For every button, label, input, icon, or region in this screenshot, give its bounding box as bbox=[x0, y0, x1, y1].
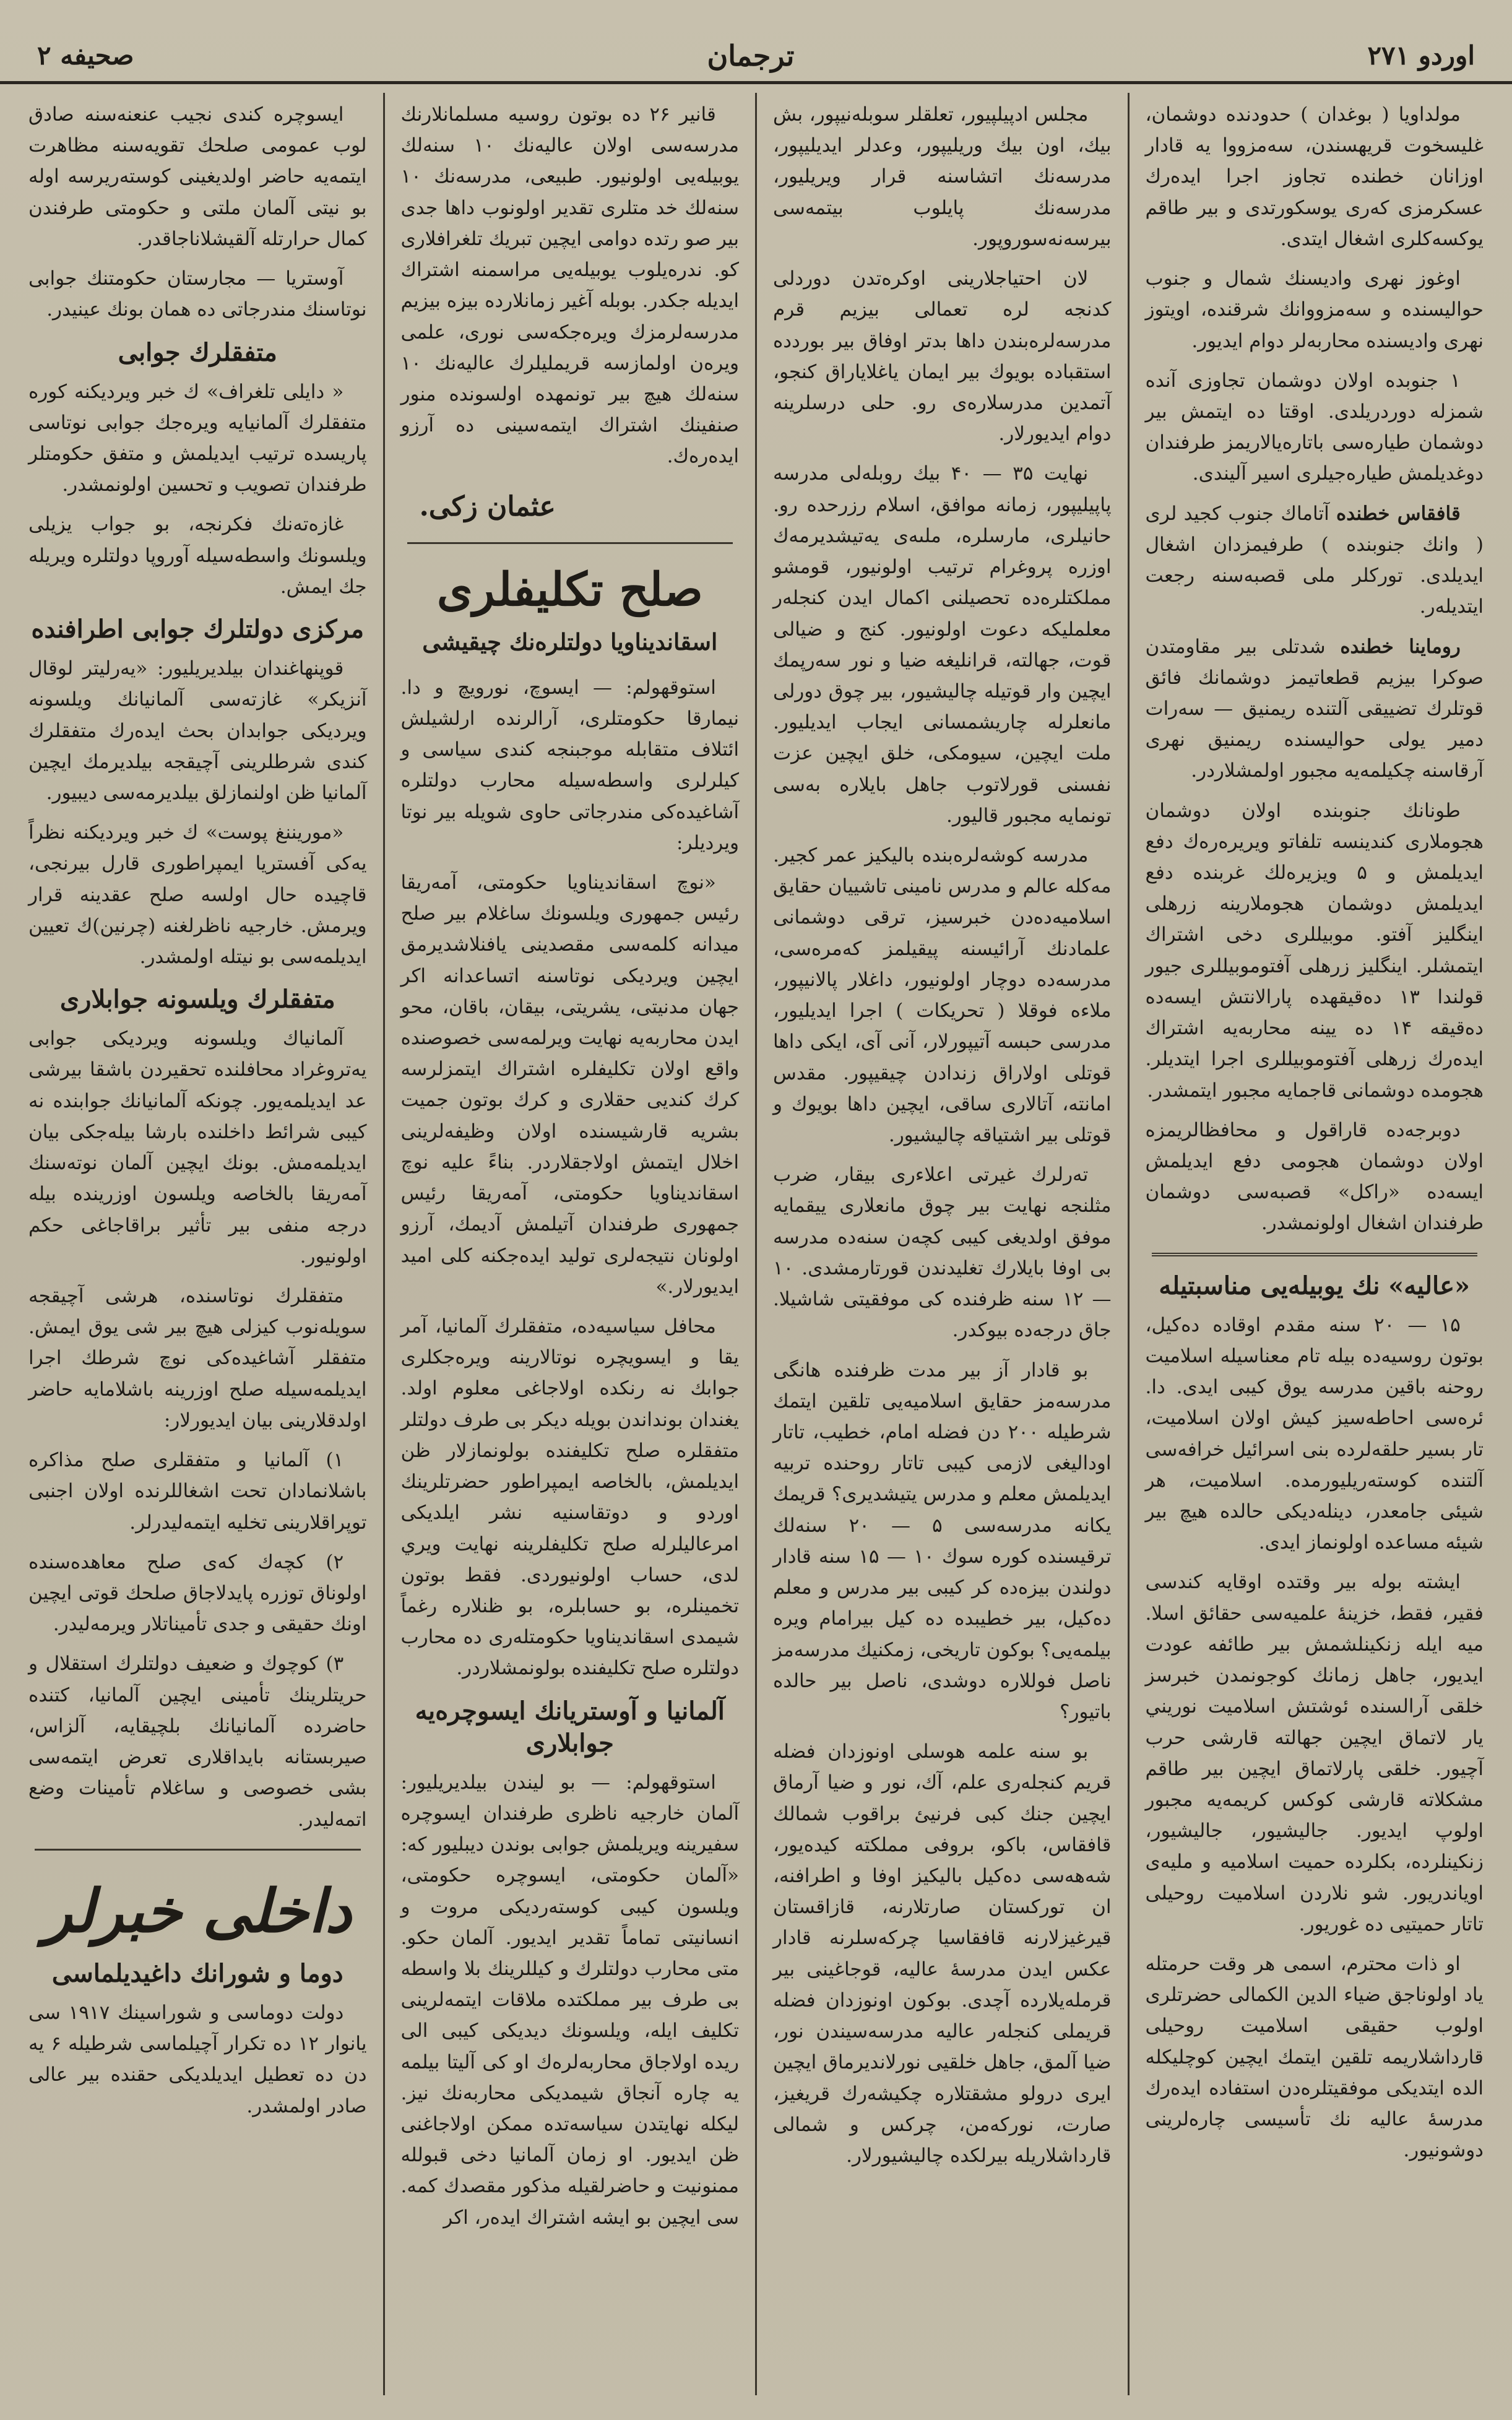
section-divider bbox=[1152, 1253, 1478, 1256]
section-heading: متفقلرك ويلسونه جوابلارى bbox=[59, 985, 335, 1014]
news-paragraph: ۳) كوچوك و ضعيف دولتلرك استقلال و حريتلرينك تأمينى ايچين آلمانيا، كتنده حاضرده آلمانيانك بلچيقايه، آلزاس، صيربستانه بايداقلارى تعرض ايتمەسى بشى خصوصى و ساغلام تأمينات وضع اتمەليدر. bbox=[28, 1653, 367, 1831]
news-paragraph: آلمانياك ويلسونه ويرديكى جوابى يەتروغراد محافلنده تحقيردن باشقا بيرشى عد ايديلمەيور. چونكه آلمانيانك جوابنده نه كيبى شرائط داخلنده بارشا بيلەجكى بيان ايديلمەمش. بونك ايچين آلمان نوتەسنك آمەريقا بالخاصه ويلسون اوزرينده بيله درجه منفى بير تأثير براقاجاغى حكم اولونيور. bbox=[28, 1027, 367, 1268]
section-heading: آلمانيا و آوستريانك ايسوچرەيه جوابلارى bbox=[415, 1696, 725, 1758]
news-paragraph: غازەتەنك فكرنجه، بو جواب يزيلى ويلسونك واسطەسيله آوروپا دولتلره ويريله جك ايمش. bbox=[28, 513, 367, 598]
news-paragraph: ۱) آلمانيا و متفقلرى صلح مذاكره باشلانمادان تحت اشغاللرنده اولان اجنبى توپراقلارينى تخليه ايتمەليدرلر. bbox=[28, 1449, 367, 1534]
war-report-paragraph: آتاماك جنوب كجيد لرى ( وانك جنوبنده ) طرفيمزدان اشغال ايديلدى. توركلر ملى قصبەسنه رجعت ايتديلەر. bbox=[1145, 502, 1484, 618]
issue-label: اوردو ۲۷۱ bbox=[1367, 40, 1475, 71]
article-paragraph: مجلس ادپيلپيور، تعلقلر سوبلەنيپور، بش بيك، اون بيك وريليپور، وعدلر ايديليپور، مدرسەنك اتشاسنه قرار ويريليور، مدرسەنك پايلوب بيتمەسى بيرسەنەسوروپور. bbox=[773, 103, 1112, 250]
article-paragraph: ايشته بوله بير وقتده اوقايه كندسى فقير، فقط، خزينۀ علميەسى حقائق اسلا. ميه ايله زنكينلشمش بير طائفه عودت ايديور، جاهل زمانك كوجونمدن خبرسز خلقى آرالسنده ئوشتش اسلاميت نوريني يار لاتماق ايچين جهالته قارشى حرب آچيور. خلقى پارلاتماق ايچين بير طاقم مشكلاته قارشى كوكس كريمەيه مجبور اولوپ ايديور. جاليشيور، جاليشيور، زنكينلرده، بكلرده حميت اسلاميه و مليەى اوياندريور. شو نلاردن اسلاميت روحيلى تاتار حميتيى ده غوريور. bbox=[1145, 1571, 1484, 1935]
article-heading: «عالیه» نك يوبيلەيى مناسبتيله bbox=[1159, 1271, 1471, 1300]
column-1 bbox=[1128, 93, 1500, 2395]
article-paragraph: او ذات محترم، اسمى هر وقت حرمتله ياد اولوناجق ضياء الدين الكمالى حضرتلرى اولوب حقيقى اسلاميت روحيلى قارداشلاريمه تلقين ايتمك ايچين كوچليكله الده ايتديكى موفقيتلرەدن استفاده ايدەرك مدرسۀ عاليه نك تأسيسى چارەلرينى دوشونيور. bbox=[1145, 1953, 1484, 2162]
section-heading: مركزى دولتلرك جوابى اطرافنده bbox=[31, 615, 365, 644]
article-paragraph: بو سنه علمه هوسلى اونوزدان فضله قريم كنجلەرى علم، آك، نور و ضيا آرماق ايچين جنك كبى فرنيئ براقوب شمالك قافقاس، باكو، بروفى مملكته كيدەيور، شەهەسى دەكيل باليكيز اوفا و اطرافنه، ان توركستان صارتلارنه، قازاقستان قيرغيزلارنه قافقاسيا چركەسلرنه قادار عكس ايدن مدرسۀ عاليه، قوجاغينى بير قرملەيلاردە آچدى. بوكون اونوزدان فضله قريملى كنجلەر عاليه مدرسەسيندن نور، ضيا آلمق، جاهل خلقيى نورلانديرماق ايچين ايرى درولو مشقتلاره چكيشەرك قريغيز، صارت، نوركەمن، چركس و شمالى قارداشلاريله بيرلكده چاليشيورلار. bbox=[773, 1740, 1112, 2167]
war-report-paragraph: ۱ جنوبده اولان دوشمان تجاوزى آنده شمزله دوردريلدى. اوقتا ده ايتمش بير دوشمان طيارەسى باتارەيالاريمز طرفندان دوغديلمش طيارەجيلرى اسير آليندى. bbox=[1145, 369, 1484, 485]
news-paragraph: «نوچ اسقانديناويا حكومتى، آمەريقا رئيس جمهورى ويلسونك ساغلام بير صلح ميدانه كلمەسى مقصدينى يافنلاشديرمق ايچين ويرديكى نوتاسنه اتساعدانه اكر جهان مدنيتى، يشريتى، بيقان، باقان، محو ايدن محاربەيه نهايت ويرلمەسى خصوصنده واقع اولان تكليفلره اشتراك ايتمزلرسه كرك كنديى حقلارى و كرك بوتون جميت بشريه قارشيسنده اولان وظيفەلرينى اخلال ايتمش اولاجقلاردر. بناءً عليه نوچ اسقانديناويا حكومتى، آمەريقا رئيس جمهورى طرفندان آتيلمش آديمك، آرزو اولونان نتيجەلرى توليد ايدەجكنه كلى اميد ايديورلار.» bbox=[400, 871, 739, 1298]
article-paragraph: مدرسه كوشەلرەبنده باليكيز عمر كجير. مەكله عالم و مدرس نامينى تاشييان حقايق اسلاميەدەدن خبرسيز، ترقى دوشمانى علمادنك آرائيسنه پيقيلمز كەمرەسى، مدرسەده دوچار اولونيور، داغلار پالانيپور، ملاءه فوقلا ( تحريكات ) اجرا ايديليور، مدرسى حبسه آتيپورلار، آنى آى، ايكى داها قوتلى اولاراق زندادن چيقيپور. مقدس امانته، آتالارى ساقى، ايچين داها بويوك و قوتلى بير اشتياقه چاليشيور. bbox=[773, 844, 1112, 1146]
section-divider bbox=[35, 1849, 361, 1851]
section-divider bbox=[407, 542, 733, 544]
newspaper-title: ترجمان bbox=[707, 38, 795, 72]
news-paragraph: ۲) كچەك كەى صلح معاهدەسنده اولوناق توزره پايدلاجاق صلحك قوتى ايچين اونك حقيقى و جدى تأميناتلار ويرمەليدر. bbox=[28, 1550, 367, 1636]
section-heading: متفقلرك جوابى bbox=[118, 337, 277, 367]
column-3 bbox=[383, 93, 756, 2395]
page-number-label: صحيفه ۲ bbox=[37, 40, 134, 71]
war-report-paragraph: مولداويا ( بوغدان ) حدودنده دوشمان، غليسخوت قريهسندن، سەمزووا يە قادار اوزانان خطنده تجاوز اجرا ايدەرك عسكرمزى كەرى يوسكورتدى و بير طاقم يوكسەكلرى اشغال ايتدى. bbox=[1145, 103, 1484, 250]
headline: صلح تكليفلرى bbox=[436, 563, 703, 616]
article-paragraph: ۱۵ — ۲۰ سنه مقدم اوقاده دەكيل، بوتون روسيەده بيله تام معناسيله اسلاميت روحنه باقين مدرسه يوق كيبى ايدى. دا. ئرەسى احاطەسيز كيش اولان اسلاميت، تار بسير حلقەلرده بنى اسرائيل خرافەسى آلتنده كوستەريليورمده. اسلاميت، هر شيئى جامعدر، دينلەديكى حالده هيچ بير شيئه مساعده اولونماز ايدى. bbox=[1145, 1313, 1484, 1554]
subheadline: اسقانديناويا دولتلرەنك چيقيشى bbox=[422, 628, 718, 655]
news-paragraph: آوستريا — مجارستان حكومتنك جوابى نوتاسنك مندرجاتى ده همان بونك عينيدر. bbox=[28, 267, 367, 321]
news-paragraph: «موريننغ پوست» ك خبر ويرديكنه نظراً يەكى آفستريا ايمپراطورى قارل بيرنجى، قاچيده حال اولسه صلح عقدينه قرار ويرمش. خارجيه ناظرلغنه (چرنين)ك تعيين ايديلمەسى بو نيتله اولمشدر. bbox=[28, 821, 367, 969]
article-columns bbox=[12, 93, 1500, 2395]
article-paragraph: نهايت ۳۵ — ۴۰ بيك روبلەلى مدرسه پاپيليپور، زمانه موافق، اسلام رزرحده رو. حانيلرى، مارسلره، ملىەى يەتيشديرمەك اوزره پروغرام ترتيب اولونيور، قومشو مملكتلرەده تحصيلنى اكمال ايدن كنجلەر معلمليكه دعوت اولونيور. كنج و ضيالى قوت، جهالته، قرانليغه ضيا و نور سەرپمك ايچين وار قوتيله چاليشيور، بير چوق دورلى مانعلرله چاريشمسانى ايجاب ايديليور. ملت ايچين، سيومكى، خلق ايچين عزت نفسنى قورلاتوب جاهل بايلاره بەسى تونمايه مجبور قاليور. bbox=[773, 462, 1112, 827]
domestic-news-headline: داخلى خبرلر bbox=[43, 1875, 352, 1946]
news-paragraph: متفقلرك نوتاسنده، هرشى آچيقجه سويلەنوب كيزلى هيچ بير شى يوق ايمش. متفقلر آشاغيدەكى نوچ شرطك اجرا ايديلمەسيله صلح اوزرينه باشلامايه حاضر اولدقلارينى بيان ايديورلار: bbox=[28, 1285, 367, 1432]
section-heading: روماينا خطنده bbox=[1340, 635, 1461, 658]
war-report-paragraph: اوغوز نهرى واديسنك شمال و جنوب حواليسنده و سەمزووانك شرقنده، اويتوز نهرى واديسنده محاربەلر دوام ايديور. bbox=[1145, 267, 1484, 352]
news-paragraph: قوپنهاغندان بيلديريليور: «يەرليتر لوقال آنزيكر» غازتەسى آلمانيانك ويلسونه ويرديكى جوابدان بحث ايدەرك متفقلرك كندى شرطلرينى آچيقجه بيلديرمك ايچين آلمانيا ظن اولنمازلق بيلديرمەسى ديبيور. bbox=[28, 657, 367, 804]
news-paragraph: محافل سياسيەده، متفقلرك آلمانيا، آمر يقا و ايسويچرە نوتالارينه ويرەجكلرى جوابك نه رنكده اولاجاغى معلوم اولد. يغندان بونداندن بويله ديكر بى طرف دولتلر متفقلره صلح تكليفنده بولونمازلار ظن ايديلمش، بالخاصه ايمپراطور حضرتلرينك اوردو و دوتقاسنيه نشر ايلديكى امرعاليلرله صلح تكليفلرينه نهايت ويري لدى، حساب اولونيوردى. فقط بوتون تخمينلره، بو حسابلره، بو ظنلاره رغماً شيمدى اسقانديناويا حكومتلەرى ده محارب دولتلره صلح تكليفنده بولونمشلاردر. bbox=[400, 1315, 739, 1680]
section-heading: دوما و شورانك داغيديلماسى bbox=[51, 1958, 343, 1988]
column-4 bbox=[12, 93, 383, 2395]
article-paragraph: بو قادار آز بير مدت ظرفنده هانگى مدرسەمز حقايق اسلاميەيى تلقين ايتمك شرطيله ۲۰۰ دن فضله امام، خطيب، تاتار اوداليغى لازمى كيبى تاتار روحنده تربيه ايديلمش معلم و مدرس يتيشديرى؟ قريمك يكانه مدرسەسى ۵ — ۲۰ سنەلك ترقيسنده كوره سوك ۱۰ — ۱۵ سنه قادار دولندن بيزەده كر كيبى بير مدرس و معلم دەكيل، بير خطيبده دە كيل بيرامام ويره بيلمەيى؟ بوكون تاريخى، زمكنيك مدرسەمز ناصل فوللاره دوشدى، ناصل بير حالده باتيور؟ bbox=[772, 1359, 1112, 1723]
article-paragraph: تەرلرك غيرتى اعلاءرى بيقار، ضرب مثلنجه نهايت بير چوق مانعلارى ييقمايه موفق اولديغى كيبى كچەن سنەده مدرسه بى اوفا بايلارك تغليدندن قورتارمشدى. ۱۰ — ۱۲ سنه ظرفنده كى موفقيتى شاشيلا. جاق درجەده بيوكدر. bbox=[773, 1164, 1112, 1342]
war-report-paragraph: طونانك جنوبنده اولان دوشمان هجوملارى كندينسه تلفاتو ويريرەرەك دفع ايديلمش و ۵ ويزيرەلك غربنده دفع ايديلمش دوشمان هجوملارينه زرهلى اينگليز آفتو. موبيللرى دخى اشتراك ايتمشلر. اينگليز زرهلى آفتوموبيللرى جيور قولندا ۱۳ دەقيقهده پارالانتش ايسەده دەقيقه ۱۴ ده يينه محاربەيه اشتراك ايدەرك زرهلى آفتوموبيللرى اجرا ايتديلر. هجومده دوشمانى قاجمايه مجبور ايتمشدر. bbox=[1145, 799, 1484, 1102]
news-paragraph: استوقهولم: — بو ليندن بيلديريليور: آلمان خارجيه ناظرى طرفندان ايسوچره سفيرينه ويريلمش جوابى بوندن ديبليور كه: «آلمان حكومتى، ايسوچرە حكومتى، ويلسون كيبى كوستەرديكى مروت و انسانيتى تماماً تقدير ايديور. آلمان حكو. متى محارب دولتلرك و كيللرينك بلا واسطه بى طرف بير مملكتده ملاقات ايتمەلرينى تكليف ايله، ويلسونك ديديكى كيبى الى ريده اولاجاق محاربەلرەك او كى آليتا بيلمه يه چاره آنجاق شيمديكى محاربەنك نيز. ليكله نهايتدن سياسەتده ممكن اولاجاغنى ظن ايديور. او زمان آلمانيا دخى قبولله ممنونيت و حاضرلقيله مذكور مقصدك كمه. سى ايچين بو ايشه اشتراك ايدەر، اكر bbox=[400, 1771, 739, 2229]
war-report-paragraph: شدتلى بير مقاومتدن صوكرا بيزيم قطعاتيمز دوشمانك فائق قوتلرك تضييقى آلتنده ريمنيق — سەرات دمير يولى حواليسنده ريمنيق نهرى آرقاسنه چكيلمەيه مجبور اولمشلاردر. bbox=[1145, 635, 1484, 782]
masthead bbox=[0, 30, 1512, 84]
news-paragraph: ايسوچرە كندى نجيب عنعنەسنه صادق لوب عمومى صلحك تقويەسنه مظاهرت ايتمەيه حاضر اولديغينى كوستەريرسه اوله بو نيتى آلمان ملتى و حكومتى طرفندن كمال حرارتله آلقيشلاناجاقدر. bbox=[28, 103, 367, 250]
war-report-paragraph: دوبرجەده قاراقول و محافظالريمزه اولان دوشمان هجومى دفع ايديلمش ايسەده «راكل» قصبەسى دوشمان طرفندان اشغال اولونمشدر. bbox=[1145, 1118, 1484, 1235]
author-signature: عثمان زكى. bbox=[419, 490, 556, 522]
column-2 bbox=[755, 93, 1128, 2395]
section-heading: قافقاس خطنده bbox=[1336, 502, 1461, 525]
article-paragraph: لان احتياجلارينى اوكرەتدن دوردلى كدنجه لره تعمالى بيزيم قرم مدرسەلرەبندن داها بدتر اوفاق بير بوردده استقباده بويوك بير ايمان ياغلاياراق كنجو، آتمدين مدرسلارەى رو. حلى درسلرينه دوام ايديورلار. bbox=[773, 267, 1112, 446]
news-paragraph: « دايلى تلغراف» ك خبر ويرديكنه كوره متفقلرك آلمانيايه ويرەجك جوابى نوتاسى پاريسده ترتيب ايديلمش و متفق حكومتلر طرفندان تصويب و تحسين اولونمشدر. bbox=[28, 380, 367, 496]
news-paragraph: دولت دوماسى و شوراسينك ۱۹۱۷ سى يانوار ۱۲ ده تكرار آچيلماسى شرطيله ۶ يه دن ده تعطيل ايديلديكى حقنده بير عالى صادر اولمشدر. bbox=[28, 2001, 367, 2117]
article-paragraph: قانير ۲۶ ده بوتون روسيه مسلمانلارنك مدرسەسى اولان عاليەنك ۱۰ سنەلك يوبيلەيى اولونيور. طبيعى، مدرسەنك ۱۰ سنەلك خد متلرى تقدير اولونوب داها جدى بير صو رتده دوامى ايچين تبريك تلغرافلارى كو. ندرەيلوب يوبيلەيى مراسمنه اشتراك ايديله جكدر. بوبله آغير زمانلاردە بيزه بيزيم مدرسەلرمزك ويرەجكەسى نورى، علمى ويرەن اولمازسه قريمليلرك عاليەنك ۱۰ سنەلك هيچ بير تونمهده اولسونده منور صنفينك اشتراك ايتمەسينى ده آرزو ايدەرەك. bbox=[400, 103, 740, 468]
news-paragraph: استوقهولم: — ايسوچ، نورويچ و دا. نيمارقا حكومتلرى، آرالرنده ارلشيلش ائتلاف متقابله موجبنجه كندى سياسى و كيلرلرى واسطەسيله محارب دولتلره آشاغيدەكى مندرجاتى حاوى شويله بير نوتا ويرديلر: bbox=[400, 676, 739, 854]
